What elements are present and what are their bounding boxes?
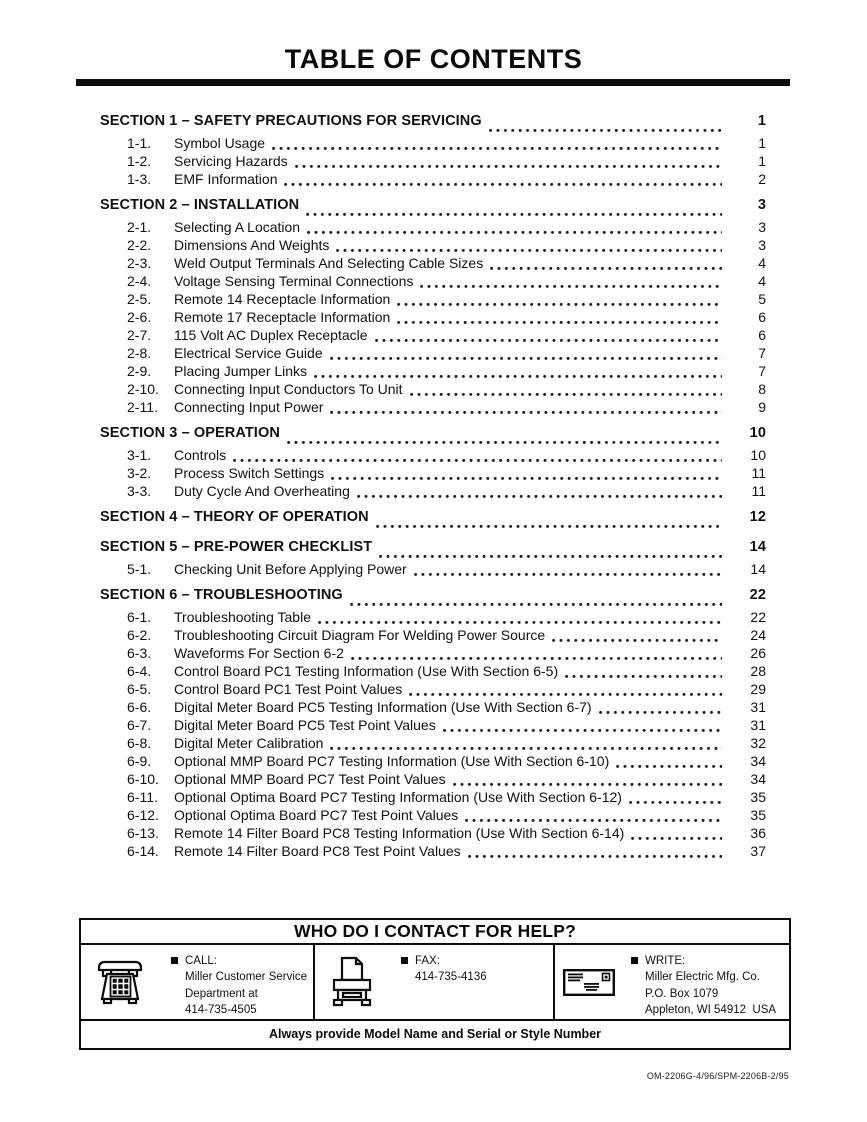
toc-item-number: 2-3.: [127, 255, 152, 271]
toc-page-number: 3: [758, 237, 766, 253]
toc-item-label: Dimensions And Weights: [174, 237, 330, 253]
dot-leader: [631, 837, 722, 840]
contact-cell: [555, 945, 789, 1019]
toc-section-row: [100, 420, 766, 446]
toc-item-label: Process Switch Settings: [174, 465, 325, 481]
toc-item-number: 6-6.: [127, 699, 152, 715]
table-of-contents: [100, 104, 766, 860]
toc-item-row: [100, 608, 766, 626]
toc-page-number: 11: [751, 483, 766, 499]
toc-page-number: 3: [757, 197, 766, 213]
bullet-icon: [171, 957, 178, 964]
toc-item-row: [100, 152, 766, 170]
toc-page-number: 8: [758, 381, 766, 397]
toc-item-row: [100, 272, 766, 290]
toc-item-label: Optional Optima Board PC7 Test Point Values: [174, 807, 459, 823]
toc-item-number: 6-9.: [127, 753, 152, 769]
dot-leader: [629, 801, 722, 804]
contact-detail-line: P.O. Box 1079: [645, 987, 719, 1000]
toc-item-label: Optional MMP Board PC7 Test Point Values: [174, 771, 446, 787]
toc-page-number: 6: [758, 309, 766, 325]
toc-item-label: Remote 14 Filter Board PC8 Test Point Values: [174, 843, 461, 859]
dot-leader: [616, 765, 722, 768]
dot-leader: [233, 459, 722, 462]
contact-columns: [81, 945, 789, 1019]
toc-item-number: 6-4.: [127, 663, 152, 679]
toc-item-number: 2-7.: [127, 327, 152, 343]
toc-item-row: [100, 290, 766, 308]
toc-item-number: 6-11.: [127, 789, 158, 805]
toc-section-row: [100, 534, 766, 560]
toc-item-row: [100, 254, 766, 272]
toc-item-number: 6-5.: [127, 681, 152, 697]
toc-item-label: Digital Meter Board PC5 Testing Information (Use With Section 6-7): [174, 699, 592, 715]
phone-icon: [95, 945, 145, 1019]
toc-item-label: Optional MMP Board PC7 Testing Information (Use With Section 6-10): [174, 753, 610, 769]
toc-item-row: [100, 644, 766, 662]
toc-item-row: [100, 446, 766, 464]
toc-item-row: [100, 752, 766, 770]
toc-item-label: Electrical Service Guide: [174, 345, 323, 361]
contact-cell: [315, 945, 555, 1019]
toc-page-number: 37: [750, 843, 766, 859]
toc-page-number: 9: [758, 399, 766, 415]
contact-box-title: WHO DO I CONTACT FOR HELP?: [81, 920, 789, 945]
contact-detail-line: Miller Customer Service: [185, 971, 308, 984]
toc-item-row: [100, 170, 766, 188]
dot-leader: [336, 249, 722, 252]
toc-item-label: Voltage Sensing Terminal Connections: [174, 273, 414, 289]
dot-leader: [443, 729, 722, 732]
toc-page-number: 31: [750, 717, 766, 733]
toc-item-number: 6-13.: [127, 825, 159, 841]
dot-leader: [565, 675, 722, 678]
toc-item-number: 2-1.: [127, 219, 152, 235]
toc-item-number: 6-7.: [127, 717, 152, 733]
dot-leader: [350, 603, 722, 606]
contact-detail-line: Department at: [185, 987, 258, 1000]
contact-text-block: [401, 953, 487, 1019]
fax-icon: [329, 945, 375, 1019]
toc-item-row: [100, 218, 766, 236]
contact-detail-line: Miller Electric Mfg. Co.: [645, 971, 761, 984]
toc-item-label: Troubleshooting Table: [174, 609, 311, 625]
toc-item-label: Remote 14 Receptacle Information: [174, 291, 391, 307]
toc-item-row: [100, 806, 766, 824]
dot-leader: [318, 621, 722, 624]
toc-item-number: 1-1.: [127, 135, 152, 151]
toc-item-label: EMF Information: [174, 171, 278, 187]
dot-leader: [287, 441, 722, 444]
toc-section-label: SECTION 3 – OPERATION: [100, 425, 280, 441]
dot-leader: [420, 285, 722, 288]
dot-leader: [314, 375, 722, 378]
contact-text-block: [631, 953, 776, 1019]
toc-item-number: 3-2.: [127, 465, 152, 481]
toc-page-number: 36: [750, 825, 766, 841]
toc-page-number: 24: [750, 627, 766, 643]
toc-page-number: 12: [749, 509, 766, 525]
dot-leader: [306, 213, 722, 216]
toc-page-number: 11: [751, 465, 766, 481]
dot-leader: [351, 657, 722, 660]
dot-leader: [375, 339, 722, 342]
toc-item-number: 6-12.: [127, 807, 159, 823]
toc-item-label: Troubleshooting Circuit Diagram For Welding Power Source: [174, 627, 546, 643]
toc-item-row: [100, 770, 766, 788]
toc-page-number: 28: [750, 663, 766, 679]
toc-item-row: [100, 842, 766, 860]
dot-leader: [409, 693, 722, 696]
toc-page-number: 4: [758, 273, 766, 289]
toc-page-number: 29: [750, 681, 766, 697]
toc-item-number: 6-2.: [127, 627, 152, 643]
toc-item-number: 1-3.: [127, 171, 152, 187]
toc-page-number: 1: [758, 153, 766, 169]
dot-leader: [295, 165, 722, 168]
toc-item-number: 5-1.: [127, 561, 152, 577]
contact-cell: [81, 945, 315, 1019]
page-title: TABLE OF CONTENTS: [284, 44, 583, 74]
toc-item-label: Control Board PC1 Testing Information (Use With Section 6-5): [174, 663, 559, 679]
dot-leader: [468, 855, 722, 858]
toc-item-label: Selecting A Location: [174, 219, 301, 235]
toc-item-number: 2-10.: [127, 381, 159, 397]
toc-item-row: [100, 824, 766, 842]
toc-item-label: Waveforms For Section 6-2: [174, 645, 344, 661]
toc-item-row: [100, 626, 766, 644]
toc-item-label: Remote 14 Filter Board PC8 Testing Information (Use With Section 6-14): [174, 825, 625, 841]
toc-item-label: Remote 17 Receptacle Information: [174, 309, 391, 325]
toc-item-number: 6-3.: [127, 645, 152, 661]
toc-item-number: 2-2.: [127, 237, 152, 253]
toc-page-number: 7: [758, 345, 766, 361]
toc-item-number: 2-9.: [127, 363, 152, 379]
dot-leader: [397, 303, 722, 306]
toc-item-label: Servicing Hazards: [174, 153, 288, 169]
toc-page-number: 34: [750, 771, 766, 787]
contact-help-box: [79, 918, 791, 1050]
toc-section-row: [100, 192, 766, 218]
dot-leader: [489, 129, 722, 132]
toc-item-row: [100, 362, 766, 380]
toc-item-number: 3-3.: [127, 483, 152, 499]
toc-item-label: Symbol Usage: [174, 135, 266, 151]
toc-item-number: 2-6.: [127, 309, 152, 325]
dot-leader: [272, 147, 722, 150]
toc-section-row: [100, 582, 766, 608]
toc-item-row: [100, 734, 766, 752]
toc-page-number: 35: [750, 789, 766, 805]
toc-item-label: Duty Cycle And Overheating: [174, 483, 350, 499]
toc-item-row: [100, 464, 766, 482]
toc-item-number: 1-2.: [127, 153, 152, 169]
toc-page-number: 26: [750, 645, 766, 661]
toc-page-number: 2: [758, 171, 766, 187]
toc-section-label: SECTION 4 – THEORY OF OPERATION: [100, 509, 369, 525]
toc-item-label: Optional Optima Board PC7 Testing Information (Use With Section 6-12): [174, 789, 622, 805]
envelope-icon: [563, 945, 615, 1019]
toc-page-number: 22: [749, 587, 766, 603]
toc-item-label: Digital Meter Board PC5 Test Point Values: [174, 717, 436, 733]
toc-item-label: Checking Unit Before Applying Power: [174, 561, 407, 577]
toc-section-row: [100, 504, 766, 530]
dot-leader: [376, 525, 722, 528]
toc-section-row: [100, 108, 766, 134]
toc-page-number: 7: [758, 363, 766, 379]
toc-item-number: 2-11.: [127, 399, 158, 415]
toc-item-row: [100, 308, 766, 326]
dot-leader: [357, 495, 722, 498]
toc-item-row: [100, 560, 766, 578]
toc-item-label: Connecting Input Conductors To Unit: [174, 381, 403, 397]
toc-page-number: 22: [750, 609, 766, 625]
toc-page-number: 1: [758, 135, 766, 151]
toc-item-row: [100, 716, 766, 734]
dot-leader: [453, 783, 722, 786]
dot-leader: [331, 477, 722, 480]
contact-text-block: [171, 953, 307, 1019]
toc-item-number: 3-1.: [127, 447, 152, 463]
toc-item-row: [100, 380, 766, 398]
contact-method-label: FAX:: [415, 955, 440, 967]
toc-section-label: SECTION 1 – SAFETY PRECAUTIONS FOR SERVICING: [100, 113, 482, 129]
toc-page-number: 3: [758, 219, 766, 235]
toc-item-label: 115 Volt AC Duplex Receptacle: [174, 327, 368, 343]
dot-leader: [330, 357, 722, 360]
toc-item-number: 6-8.: [127, 735, 152, 751]
contact-note: Always provide Model Name and Serial or Style Number: [81, 1019, 789, 1046]
toc-page-number: 34: [750, 753, 766, 769]
dot-leader: [330, 411, 722, 414]
dot-leader: [397, 321, 722, 324]
toc-item-number: 2-4.: [127, 273, 152, 289]
toc-item-number: 6-10.: [127, 771, 159, 787]
toc-item-label: Digital Meter Calibration: [174, 735, 324, 751]
toc-page-number: 32: [750, 735, 766, 751]
toc-item-number: 6-1.: [127, 609, 152, 625]
toc-page-number: 31: [750, 699, 766, 715]
toc-page-number: 5: [758, 291, 766, 307]
toc-item-label: Weld Output Terminals And Selecting Cable Sizes: [174, 255, 484, 271]
toc-page-number: 14: [749, 539, 766, 555]
toc-page-number: 6: [758, 327, 766, 343]
dot-leader: [330, 747, 722, 750]
title-rule: [76, 79, 790, 86]
dot-leader: [307, 231, 722, 234]
dot-leader: [465, 819, 722, 822]
toc-page-number: 1: [757, 113, 766, 129]
toc-item-number: 2-8.: [127, 345, 152, 361]
toc-section-label: SECTION 6 – TROUBLESHOOTING: [100, 587, 343, 603]
toc-item-row: [100, 680, 766, 698]
toc-page-number: 10: [749, 425, 766, 441]
toc-item-label: Placing Jumper Links: [174, 363, 308, 379]
toc-item-row: [100, 326, 766, 344]
contact-detail-line: 414-735-4505: [185, 1003, 257, 1016]
dot-leader: [552, 639, 722, 642]
toc-item-label: Control Board PC1 Test Point Values: [174, 681, 403, 697]
contact-detail-line: 414-735-4136: [415, 971, 487, 984]
toc-page-number: 4: [758, 255, 766, 271]
dot-leader: [410, 393, 722, 396]
toc-item-row: [100, 236, 766, 254]
toc-item-row: [100, 698, 766, 716]
contact-method-label: CALL:: [185, 955, 217, 967]
bullet-icon: [631, 957, 638, 964]
document-code: OM-2206G-4/96/SPM-2206B-2/95: [646, 1071, 789, 1081]
toc-item-row: [100, 398, 766, 416]
toc-page-number: 35: [750, 807, 766, 823]
toc-item-row: [100, 482, 766, 500]
dot-leader: [599, 711, 722, 714]
toc-item-label: Connecting Input Power: [174, 399, 324, 415]
toc-item-row: [100, 344, 766, 362]
dot-leader: [284, 183, 722, 186]
toc-section-label: SECTION 2 – INSTALLATION: [100, 197, 300, 213]
dot-leader: [490, 267, 722, 270]
toc-page-number: 14: [750, 561, 766, 577]
toc-item-row: [100, 662, 766, 680]
toc-item-number: 2-5.: [127, 291, 152, 307]
toc-page-number: 10: [750, 447, 766, 463]
toc-item-row: [100, 134, 766, 152]
bullet-icon: [401, 957, 408, 964]
contact-detail-line: Appleton, WI 54912 USA: [645, 1003, 777, 1016]
dot-leader: [379, 555, 722, 558]
toc-item-label: Controls: [174, 447, 227, 463]
toc-item-number: 6-14.: [127, 843, 159, 859]
toc-section-label: SECTION 5 – PRE-POWER CHECKLIST: [100, 539, 373, 555]
toc-item-row: [100, 788, 766, 806]
contact-method-label: WRITE:: [645, 955, 686, 967]
dot-leader: [414, 573, 722, 576]
